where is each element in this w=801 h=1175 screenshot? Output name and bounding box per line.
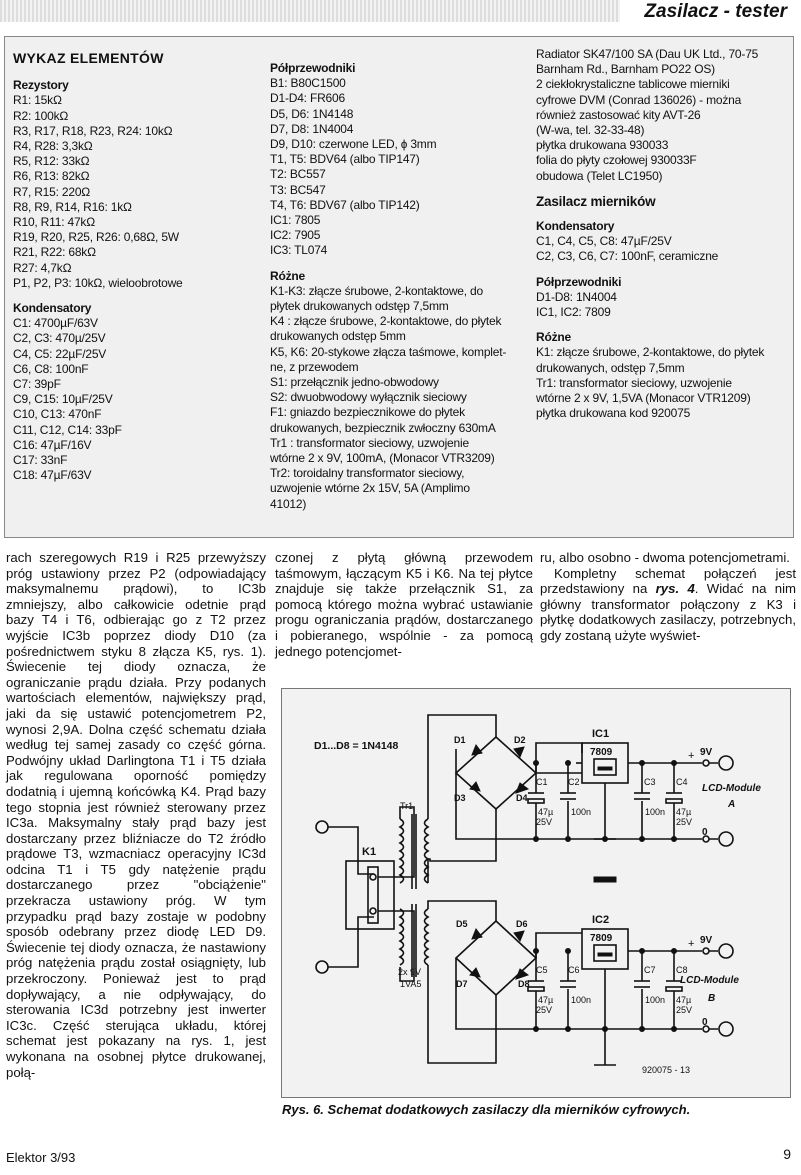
parts-list-item: R19, R20, R25, R26: 0,68Ω, 5W (13, 230, 179, 245)
c3-value: 100n (645, 807, 666, 817)
c4-value: 47µ (676, 807, 692, 817)
parts-list-item: C10, C13: 470nF (13, 407, 102, 422)
module-b-letter: B (708, 993, 716, 1004)
parts-list-item: T3: BC547 (270, 182, 326, 197)
ic2-label: IC2 (592, 914, 610, 926)
parts-list-item: uzwojenie wtórne 2x 15V, 5A (Amplimo (270, 481, 470, 496)
parts-list-item: D5, D6: 1N4148 (270, 106, 354, 121)
parts-list-item: R7, R15: 220Ω (13, 184, 91, 199)
parts-list-item: C2, C3, C6, C7: 100nF, ceramiczne (536, 249, 719, 264)
ic1-label: IC1 (592, 728, 610, 740)
parts-list-item: 41012) (270, 496, 307, 511)
out-9v-a: 9V (700, 747, 713, 758)
diode-note: D1...D8 = 1N4148 (314, 740, 399, 752)
parts-list-item: C1: 4700µF/63V (13, 316, 98, 331)
module-a-letter: A (728, 799, 736, 810)
page-number: 9 (783, 1146, 791, 1162)
d3-label: D3 (454, 793, 466, 803)
parts-col-3 (536, 47, 791, 421)
parts-list-item: obudowa (Telet LC1950) (536, 168, 663, 183)
out-0-b: 0 (702, 1017, 708, 1028)
parts-list-item: Tr1 : transformator sieciowy, uzwojenie (270, 435, 469, 450)
body-column-1: rach szeregowych R19 i R25 przewyższy próg ustawiony przez P2 (odpowiadający maksymalnemu prądowi), to IC3b zmniejszy, albo całkowicie odetnie prąd bazy T4 i T6, odbierając go z T2 przez wyjście IC3b poprzez diody D10 (za pośrednictwem styku 8 złącza K5, rys. 1). Świecenie tej diody oznacza, że ograniczanie prądu działa. Przy podanych wartościach elementów, największy prąd, jaki da się ustawić potencjometrem P2, wynosi 2,9A. Dolna część schematu działa według tej samej zasady co część górna. Podwójny układ Darlingtona T1 i T5 działa jak regulowana oporność pomiędzy dodatnią i ujemną końcówką K4. Prąd bazy tego stopnia jest również sterowany przez IC3a. Maksymalny stały prąd bazy jest dostarczany przez bliźniacze do T2 źródło prądowe T3, wzmacniacz operacyjny IC3d odcina T1 i T5 gdy natężenie prądu dostarczanego przez "obciążenie" przekracza ustawiony próg. W tym przypadku prąd bazy zostaje w podobny sposób odebrany przez diodę LED D9. Świecenie tej diody oznacza, że nastawiony próg natężenia prądu został osiągnięty, lub przekroczony. Ponieważ jest to prąd dopływający, a nie odpływający, do sterowania IC3d potrzebny jest inwerter IC3c. Część sterująca układu, której schemat jest pokazany na rys. 1, jest wykonana na osobnej płytce drukowanej, połą- (6, 550, 266, 1080)
parts-list-item: R6, R13: 82kΩ (13, 169, 90, 184)
reg1-label: 7809 (590, 747, 613, 758)
parts-list-item: IC2: 7905 (270, 228, 321, 243)
c4-label: C4 (676, 777, 688, 787)
tr-rating-2: 1VA5 (400, 979, 422, 989)
lcd-module-b: LCD-Module (680, 975, 739, 986)
parts-list-item: C7: 39pF (13, 377, 61, 392)
parts-list-item: R5, R12: 33kΩ (13, 154, 90, 169)
parts-section-heading: Zasilacz mierników (536, 193, 656, 209)
d8-label: D8 (518, 979, 530, 989)
parts-list-item: również zastosować kity AVT-26 (536, 107, 701, 122)
parts-list-title: WYKAZ ELEMENTÓW (13, 50, 164, 66)
d1-label: D1 (454, 735, 466, 745)
figure-ref: rys. 4 (655, 581, 695, 597)
parts-list-item: D9, D10: czerwone LED, ɸ 3mm (270, 137, 437, 152)
parts-list-item: drukowanych, bezpiecznik zwłoczny 630mA (270, 420, 496, 435)
lcd-module-a: LCD-Module (702, 783, 761, 794)
parts-list-item: C17: 33nF (13, 453, 68, 468)
parts-list-item: 2 ciekłokrystaliczne tablicowe mierniki (536, 77, 730, 92)
plus-b: + (688, 938, 695, 950)
parts-list-item: ne, z przewodem (270, 359, 359, 374)
parts-list-item: S1: przełącznik jedno-obwodowy (270, 375, 439, 390)
c5-voltage: 25V (536, 1005, 553, 1015)
out-9v-b: 9V (700, 935, 713, 946)
parts-list-item: S2: dwuobwodowy wyłącznik sieciowy (270, 390, 467, 405)
d2-label: D2 (514, 735, 526, 745)
c3-label: C3 (644, 777, 656, 787)
page-title: Zasilacz - tester (644, 1, 787, 22)
parts-list-item: wtórne 2 x 9V, 100mA, (Monacor VTR3209) (270, 451, 495, 466)
parts-list-item: cyfrowe DVM (Conrad 136026) - można (536, 92, 742, 107)
parts-list-item: T2: BC557 (270, 167, 326, 182)
parts-list-item: płytka drukowana kod 920075 (536, 406, 691, 421)
reg2-label: 7809 (590, 933, 613, 944)
parts-list-item: R27: 4,7kΩ (13, 260, 72, 275)
body-col3-para-1: ru, albo osobno - dwoma potencjometrami. (540, 550, 790, 565)
page-header (0, 0, 801, 24)
parts-list-item: IC3: TL074 (270, 243, 328, 258)
parts-list-item: R10, R11: 47kΩ (13, 215, 95, 230)
c8-voltage: 25V (676, 1005, 693, 1015)
parts-list-box (4, 36, 794, 538)
parts-list-item: D1-D4: FR606 (270, 91, 345, 106)
parts-list-item: C11, C12, C14: 33pF (13, 422, 122, 437)
parts-list-item: R3, R17, R18, R23, R24: 10kΩ (13, 123, 173, 138)
footer-issue: Elektor 3/93 (6, 1150, 76, 1165)
parts-list-item: folia do płyty czołowej 930033F (536, 153, 697, 168)
c2-value: 100n (571, 807, 592, 817)
parts-section-heading: Różne (536, 330, 572, 345)
d4-label: D4 (516, 793, 528, 803)
parts-list-item: drukowanych odstęp 5mm (270, 329, 406, 344)
c6-value: 100n (571, 995, 592, 1005)
parts-list-item: płytek drukowanych odstęp 7,5mm (270, 299, 449, 314)
parts-section-heading: Różne (270, 268, 306, 283)
parts-section-heading: Kondensatory (536, 219, 615, 234)
parts-list-item: K5, K6: 20-stykowe złącza taśmowe, komplet- (270, 344, 507, 359)
parts-list-item: C2, C3: 470µ/25V (13, 331, 106, 346)
parts-list-item: R4, R28: 3,3kΩ (13, 139, 93, 154)
c7-value: 100n (645, 995, 666, 1005)
parts-list-item: R8, R9, R14, R16: 1kΩ (13, 199, 132, 214)
parts-list-item: C1, C4, C5, C8: 47µF/25V (536, 234, 672, 249)
c1-value: 47µ (538, 807, 554, 817)
parts-list-item: T1, T5: BDV64 (albo TIP147) (270, 152, 420, 167)
parts-list-item: P1, P2, P3: 10kΩ, wieloobrotowe (13, 275, 183, 290)
body-col3-para-2 (540, 566, 796, 643)
parts-list-item: C16: 47µF/16V (13, 437, 92, 452)
parts-list-item: IC1: 7805 (270, 213, 321, 228)
parts-list-item: płytka drukowana 930033 (536, 138, 669, 153)
parts-list-item: C6, C8: 100nF (13, 361, 89, 376)
parts-list-item: IC1, IC2: 7809 (536, 305, 611, 320)
d7-label: D7 (456, 979, 468, 989)
parts-list-item: B1: B80C1500 (270, 76, 346, 91)
parts-list-item: wtórne 2 x 9V, 1,5VA (Monacor VTR1209) (536, 391, 751, 406)
parts-list-item: (W-wa, tel. 32-33-48) (536, 123, 645, 138)
parts-section-heading: Rezystory (13, 78, 69, 93)
parts-list-item: K1: złącze śrubowe, 2-kontaktowe, do płytek (536, 345, 765, 360)
c7-label: C7 (644, 965, 656, 975)
parts-list-item: R1: 15kΩ (13, 93, 62, 108)
figure-caption: Rys. 6. Schemat dodatkowych zasilaczy dla mierników cyfrowych. (282, 1102, 691, 1117)
c1-label: C1 (536, 777, 548, 787)
tr-rating-1: 2x 9V (398, 967, 422, 977)
c6-label: C6 (568, 965, 580, 975)
parts-list-item: Radiator SK47/100 SA (Dau UK Ltd., 70-75 (536, 47, 759, 61)
parts-list-item: K1-K3: złącze śrubowe, 2-kontaktowe, do (270, 283, 483, 298)
parts-list-item: C4, C5: 22µF/25V (13, 346, 107, 361)
figure-code: 920075 - 13 (642, 1065, 691, 1075)
parts-list-item: C9, C15: 10µF/25V (13, 392, 113, 407)
schematic-svg (282, 689, 790, 1097)
parts-list-item: drukowanych, odstęp 7,5mm (536, 360, 685, 375)
parts-col-1 (13, 51, 263, 483)
header-band (0, 0, 620, 22)
c8-value: 47µ (676, 995, 692, 1005)
c5-label: C5 (536, 965, 548, 975)
parts-list-item: R21, R22: 68kΩ (13, 245, 96, 260)
parts-list-item: T4, T6: BDV67 (albo TIP142) (270, 197, 420, 212)
body-col3-text-b: . Widać na nim główny transformator połączony z K3 i płytkę dodatkowych zasilaczy, potrzebnych, gdy zostaną użyte wyświet- (540, 581, 797, 643)
parts-list-item: F1: gniazdo bezpiecznikowe do płytek (270, 405, 465, 420)
parts-list-item: Tr1: transformator sieciowy, uzwojenie (536, 375, 732, 390)
d6-label: D6 (516, 919, 528, 929)
parts-section-heading: Kondensatory (13, 301, 92, 316)
parts-section-heading: Półprzewodniki (270, 61, 356, 75)
body-column-3 (540, 550, 796, 644)
plus-a: + (688, 750, 695, 762)
schematic-figure (281, 688, 791, 1098)
d5-label: D5 (456, 919, 468, 929)
parts-list-item: C18: 47µF/63V (13, 468, 92, 483)
c8-label: C8 (676, 965, 688, 975)
c4-voltage: 25V (676, 817, 693, 827)
body-col3-text-a: Kompletny schemat połączeń jest przedstawiony na (540, 565, 796, 597)
c2-label: C2 (568, 777, 580, 787)
parts-col-2 (270, 51, 532, 512)
tr1-label: Tr1 (400, 801, 414, 811)
out-0-a: 0 (702, 827, 708, 838)
k1-label: K1 (362, 846, 377, 858)
parts-list-item: R2: 100kΩ (13, 108, 69, 123)
parts-list-item: Tr2: toroidalny transformator sieciowy, (270, 466, 465, 481)
body-column-2: czonej z płytą główną przewodem taśmowym, łączącym K5 i K6. Na tej płytce znajduje się także przełącznik S1, za pomocą którego można wybrać ustawianie progu ograniczania prądów, dostarczanego i pobieranego, wspólnie - za pomocą jednego potencjomet- (275, 550, 533, 659)
parts-list-item: Barnham Rd., Barnham PO22 OS) (536, 62, 715, 77)
c5-value: 47µ (538, 995, 554, 1005)
parts-section-heading: Półprzewodniki (536, 274, 622, 289)
parts-list-item: D7, D8: 1N4004 (270, 121, 354, 136)
c1-voltage: 25V (536, 817, 553, 827)
parts-list-item: D1-D8: 1N4004 (536, 289, 617, 304)
parts-list-item: K4 : złącze śrubowe, 2-kontaktowe, do płytek (270, 314, 502, 329)
